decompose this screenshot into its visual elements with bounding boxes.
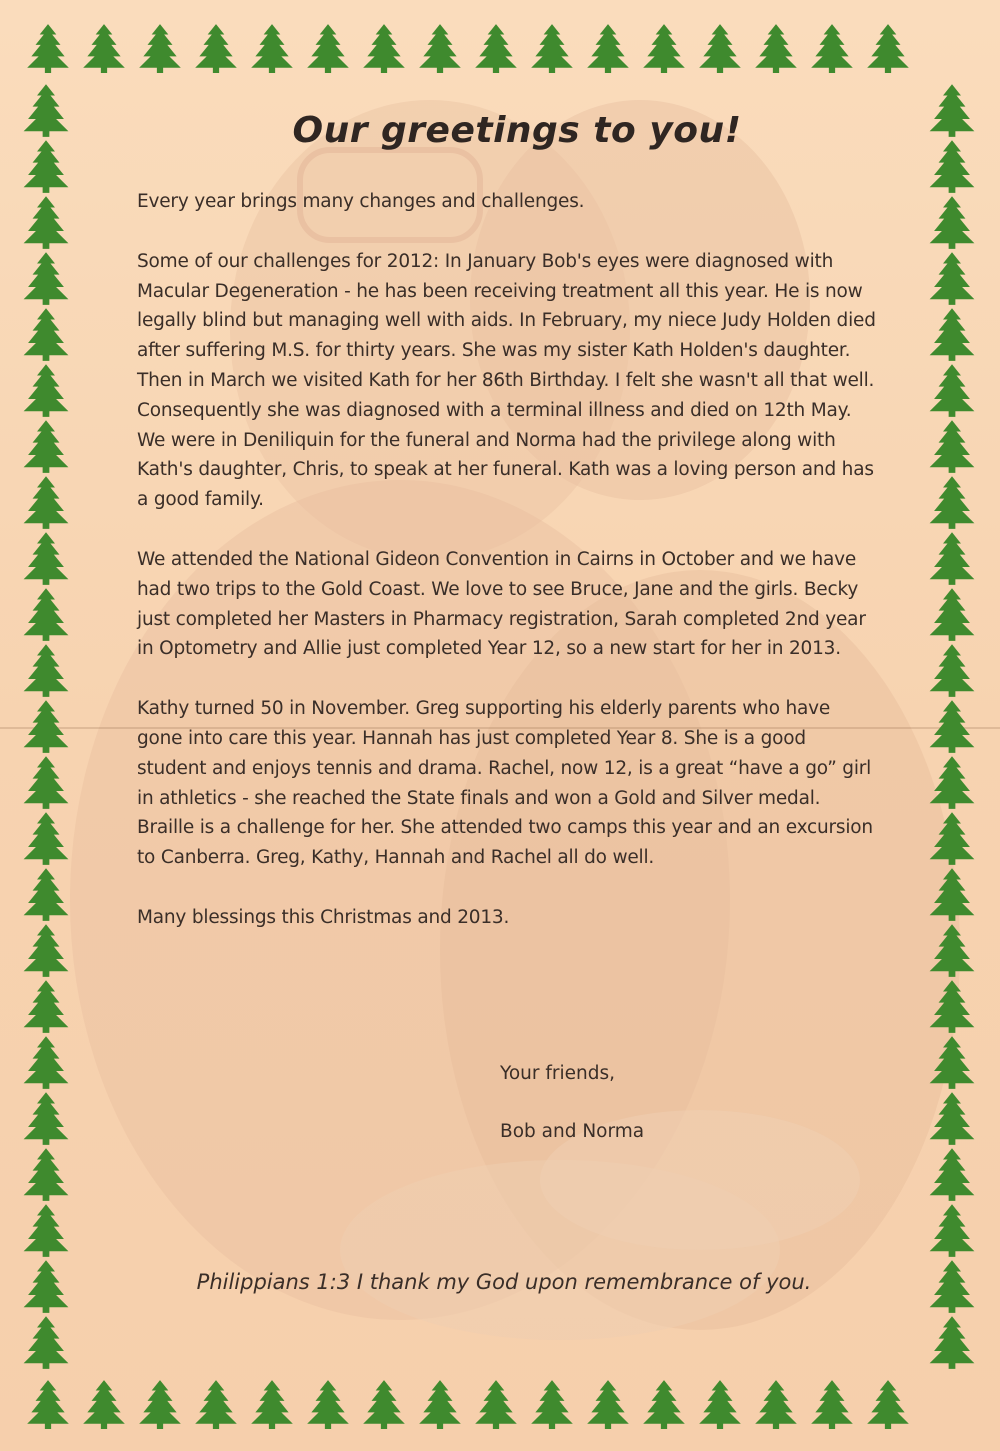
christmas-tree-icon	[924, 866, 980, 922]
christmas-tree-icon	[924, 810, 980, 866]
christmas-tree-icon	[18, 698, 74, 754]
tree-border-top	[20, 22, 916, 74]
paragraph-family: Kathy turned 50 in November. Greg supporting his elderly parents who have gone into care this year. Hannah has just completed Year 8. She is a good student and enjoys tennis and drama. Rachel, now 12, is a great “have a go” girl in athletics - she reached the State finals and won a Gold and Silver medal. Braille is a challenge for her. She attended two camps this year and an excursion to Canberra. Greg, Kathy, Hannah and Rachel all do well.	[137, 698, 873, 869]
tree-border-left	[18, 82, 74, 1370]
christmas-tree-icon	[924, 586, 980, 642]
christmas-tree-icon	[18, 194, 74, 250]
tree-border-bottom	[20, 1378, 916, 1430]
christmas-tree-icon	[580, 22, 636, 74]
christmas-tree-icon	[244, 22, 300, 74]
christmas-tree-icon	[524, 22, 580, 74]
christmas-tree-icon	[18, 306, 74, 362]
christmas-tree-icon	[924, 1314, 980, 1370]
christmas-tree-icon	[580, 1378, 636, 1430]
christmas-tree-icon	[468, 1378, 524, 1430]
christmas-tree-icon	[132, 1378, 188, 1430]
christmas-tree-icon	[924, 362, 980, 418]
christmas-tree-icon	[924, 474, 980, 530]
christmas-tree-icon	[924, 138, 980, 194]
christmas-tree-icon	[636, 1378, 692, 1430]
christmas-tree-icon	[18, 586, 74, 642]
paragraph-blessings: Many blessings this Christmas and 2013.	[137, 906, 510, 928]
christmas-tree-icon	[924, 1090, 980, 1146]
christmas-tree-icon	[412, 1378, 468, 1430]
christmas-tree-icon	[18, 530, 74, 586]
paragraph-intro: Every year brings many changes and challenges.	[137, 191, 585, 212]
christmas-tree-icon	[18, 922, 74, 978]
christmas-tree-icon	[244, 1378, 300, 1430]
christmas-tree-icon	[924, 530, 980, 586]
christmas-tree-icon	[860, 1378, 916, 1430]
christmas-tree-icon	[18, 82, 74, 138]
tree-border-right	[924, 82, 980, 1370]
christmas-tree-icon	[924, 978, 980, 1034]
christmas-tree-icon	[18, 754, 74, 810]
christmas-tree-icon	[20, 22, 76, 74]
christmas-tree-icon	[924, 306, 980, 362]
christmas-tree-icon	[924, 250, 980, 306]
paragraph-travel: We attended the National Gideon Convention in Cairns in October and we have had two trips to the Gold Coast. We love to see Bruce, Jane and the girls. Becky just completed her Masters in Pharmacy registration, Sarah completed 2nd year in Optometry and Allie just completed Year 12, so a new start for her in 2013.	[137, 548, 866, 660]
christmas-tree-icon	[18, 1090, 74, 1146]
letter-title: Our greetings to you!	[292, 110, 742, 151]
christmas-tree-icon	[18, 1034, 74, 1090]
christmas-tree-icon	[188, 1378, 244, 1430]
christmas-tree-icon	[924, 194, 980, 250]
paragraph-challenges: Some of our challenges for 2012: In January Bob's eyes were diagnosed with Macular Degeneration - he has been receiving treatment all this year. He is now legally blind but managing well with aids. In February, my niece Judy Holden died after suffering M.S. for thirty years. She was my sister Kath Holden's daughter. Then in March we visited Kath for her 86th Birthday. I felt she wasn't all that well. Consequently she was diagnosed with a terminal illness and died on 12th May. We were in Deniliquin for the funeral and Norma had the privilege along with Kath's daughter, Chris, to speak at her funeral. Kath was a loving person and has a good family.	[137, 250, 876, 511]
christmas-tree-icon	[924, 1202, 980, 1258]
christmas-tree-icon	[924, 922, 980, 978]
christmas-tree-icon	[356, 1378, 412, 1430]
christmas-tree-icon	[300, 22, 356, 74]
christmas-tree-icon	[20, 1378, 76, 1430]
signature: Bob and Norma	[500, 1121, 645, 1142]
christmas-tree-icon	[76, 22, 132, 74]
closing-line: Your friends,	[500, 1063, 616, 1084]
christmas-tree-icon	[524, 1378, 580, 1430]
christmas-tree-icon	[76, 1378, 132, 1430]
christmas-tree-icon	[18, 362, 74, 418]
christmas-tree-icon	[924, 82, 980, 138]
christmas-tree-icon	[132, 22, 188, 74]
christmas-tree-icon	[18, 1202, 74, 1258]
christmas-tree-icon	[356, 22, 412, 74]
christmas-tree-icon	[18, 250, 74, 306]
letter-body	[137, 110, 877, 963]
christmas-tree-icon	[924, 642, 980, 698]
christmas-tree-icon	[924, 754, 980, 810]
christmas-tree-icon	[18, 866, 74, 922]
christmas-tree-icon	[18, 810, 74, 866]
christmas-tree-icon	[924, 698, 980, 754]
christmas-tree-icon	[18, 1314, 74, 1370]
christmas-tree-icon	[748, 1378, 804, 1430]
christmas-tree-icon	[804, 22, 860, 74]
christmas-tree-icon	[18, 138, 74, 194]
christmas-tree-icon	[300, 1378, 356, 1430]
christmas-tree-icon	[18, 474, 74, 530]
christmas-tree-icon	[860, 22, 916, 74]
christmas-tree-icon	[692, 1378, 748, 1430]
christmas-tree-icon	[636, 22, 692, 74]
christmas-tree-icon	[804, 1378, 860, 1430]
christmas-tree-icon	[18, 978, 74, 1034]
christmas-tree-icon	[924, 1146, 980, 1202]
christmas-tree-icon	[924, 418, 980, 474]
christmas-tree-icon	[18, 1146, 74, 1202]
christmas-tree-icon	[924, 1034, 980, 1090]
christmas-tree-icon	[412, 22, 468, 74]
bible-verse: Philippians 1:3 I thank my God upon remembrance of you.	[196, 1270, 812, 1294]
christmas-tree-icon	[468, 22, 524, 74]
christmas-tree-icon	[748, 22, 804, 74]
christmas-tree-icon	[18, 418, 74, 474]
christmas-tree-icon	[18, 642, 74, 698]
christmas-tree-icon	[692, 22, 748, 74]
christmas-tree-icon	[188, 22, 244, 74]
